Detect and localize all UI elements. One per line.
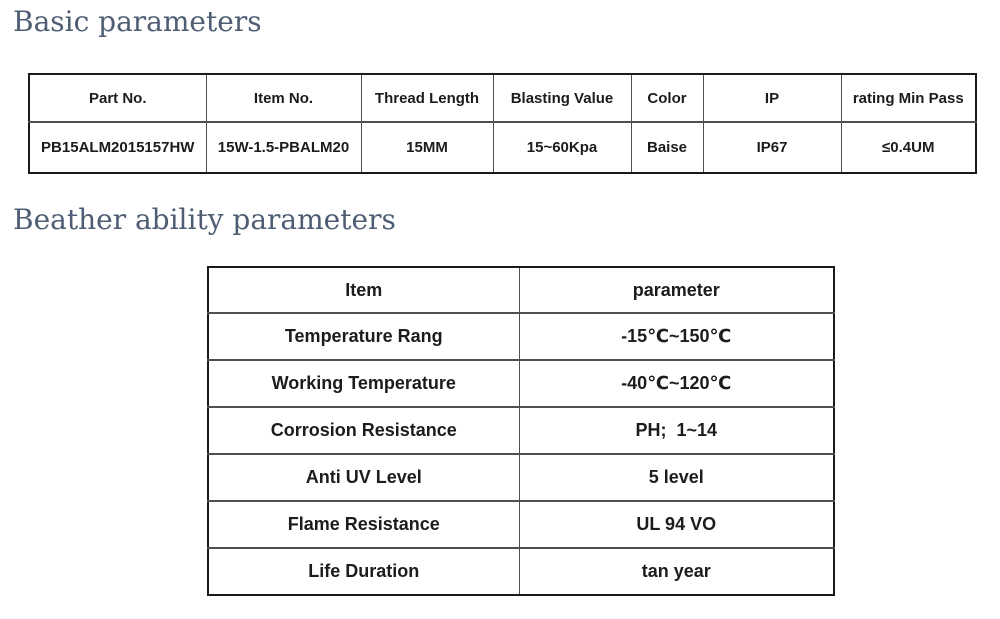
ability-row-life-duration: [208, 548, 834, 595]
cell-parameter: tan year: [519, 548, 834, 595]
ability-parameters-table: [207, 266, 835, 596]
col-header-item-no: Item No.: [206, 74, 361, 122]
ability-row-temperature-rang: [208, 313, 834, 360]
cell-color: Baise: [631, 122, 703, 173]
cell-parameter: UL 94 VO: [519, 501, 834, 548]
ability-table-header-row: [208, 267, 834, 313]
col-header-item: Item: [208, 267, 519, 313]
col-header-blasting-value: Blasting Value: [493, 74, 631, 122]
col-header-parameter: parameter: [519, 267, 834, 313]
col-header-ip: IP: [703, 74, 841, 122]
cell-item: Flame Resistance: [208, 501, 519, 548]
basic-parameters-table: [28, 73, 977, 174]
cell-part-no: PB15ALM2015157HW: [29, 122, 206, 173]
ability-row-anti-uv-level: [208, 454, 834, 501]
col-header-part-no: Part No.: [29, 74, 206, 122]
cell-item: Corrosion Resistance: [208, 407, 519, 454]
cell-parameter: -15℃~150℃: [519, 313, 834, 360]
ability-row-corrosion-resistance: [208, 407, 834, 454]
col-header-thread-length: Thread Length: [361, 74, 493, 122]
cell-thread-length: 15MM: [361, 122, 493, 173]
ability-row-flame-resistance: [208, 501, 834, 548]
cell-item: Life Duration: [208, 548, 519, 595]
cell-item: Temperature Rang: [208, 313, 519, 360]
cell-item-no: 15W-1.5-PBALM20: [206, 122, 361, 173]
cell-rating-min-pass: ≤0.4UM: [841, 122, 976, 173]
section-title-basic-parameters: Basic parameters: [13, 5, 262, 38]
col-header-color: Color: [631, 74, 703, 122]
basic-table-data-row: [29, 122, 976, 173]
col-header-rating-min-pass: rating Min Pass: [841, 74, 976, 122]
cell-parameter: 5 level: [519, 454, 834, 501]
cell-blasting-value: 15~60Kpa: [493, 122, 631, 173]
section-title-beather-ability-parameters: Beather ability parameters: [13, 203, 396, 236]
cell-item: Anti UV Level: [208, 454, 519, 501]
cell-ip: IP67: [703, 122, 841, 173]
cell-parameter: PH; 1~14: [519, 407, 834, 454]
basic-table-header-row: [29, 74, 976, 122]
ability-row-working-temperature: [208, 360, 834, 407]
cell-item: Working Temperature: [208, 360, 519, 407]
cell-parameter: -40℃~120℃: [519, 360, 834, 407]
